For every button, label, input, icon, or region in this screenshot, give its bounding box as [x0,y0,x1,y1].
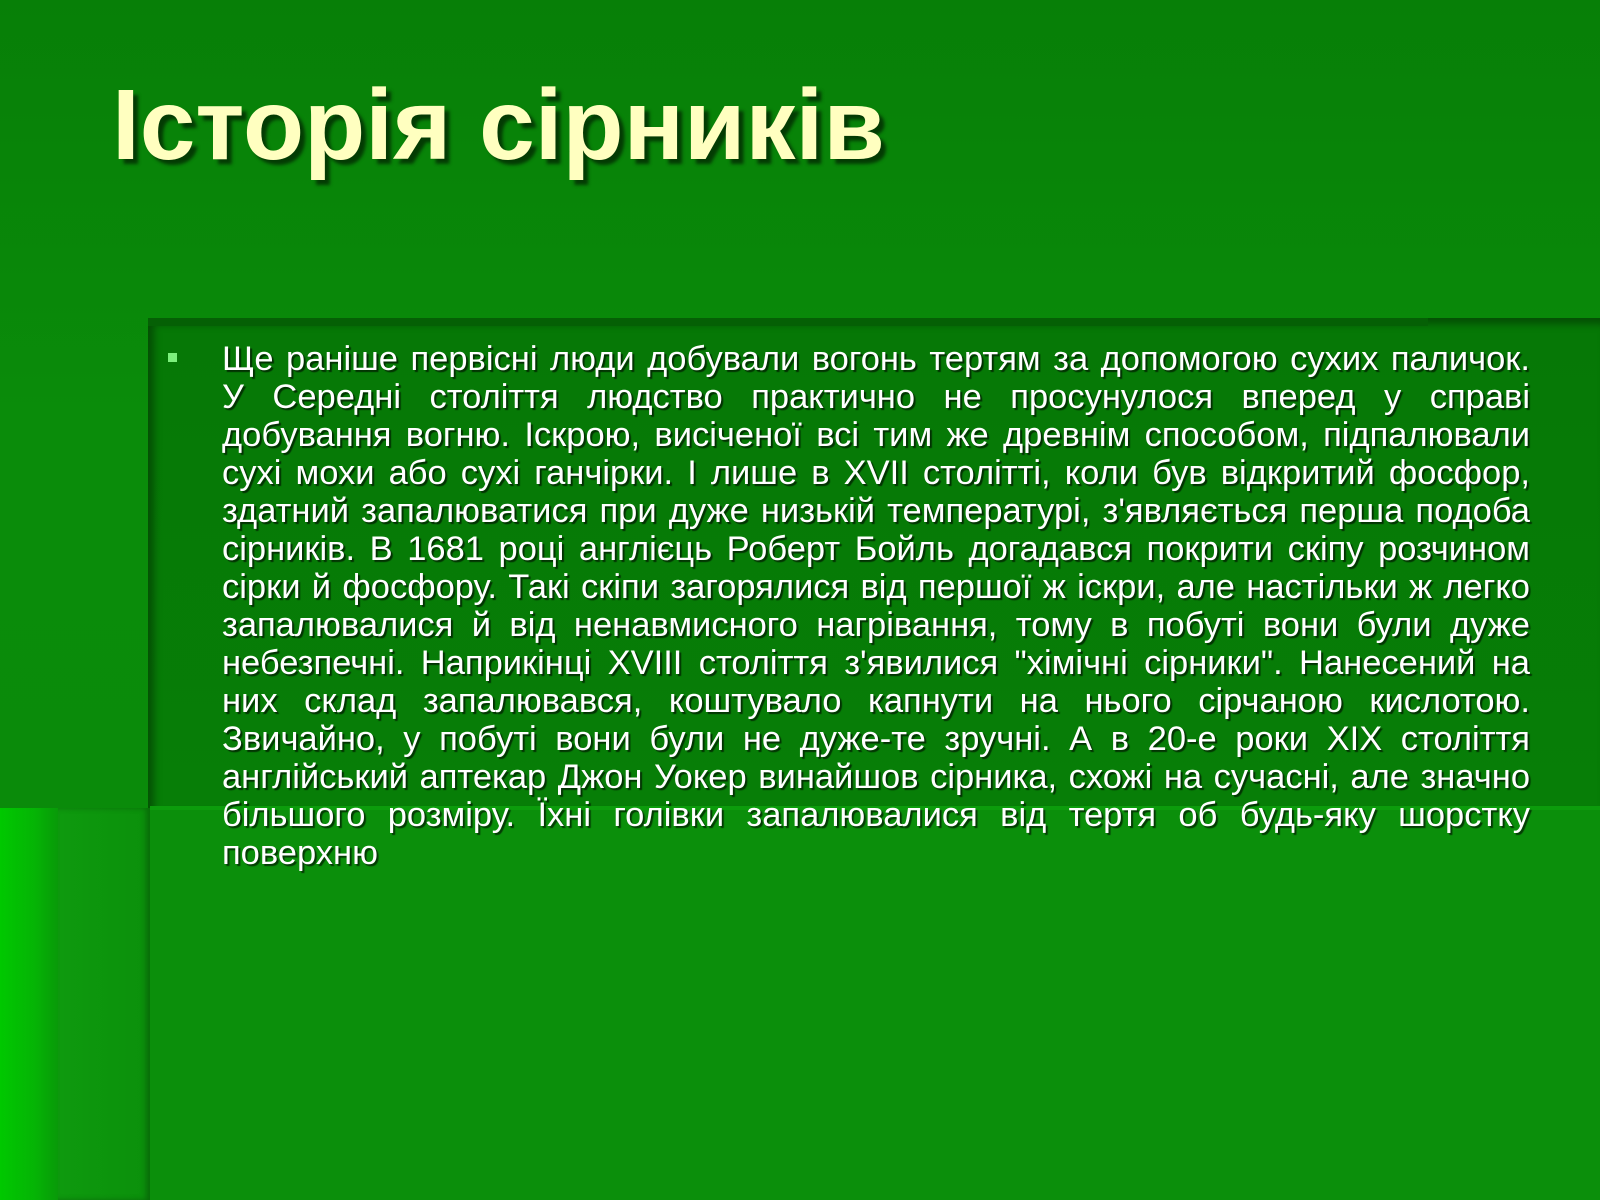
bullet-item [160,340,1530,872]
square-bullet-icon [168,353,177,362]
background-panel-edge [148,318,1428,326]
slide-content [160,340,1530,872]
bullet-text: Ще раніше первісні люди добували вогонь тертям за допомогою сухих паличок. У Середні століття людство практично не просунулося вперед у справі добування вогню. Іскрою, висіченої всі тим же древнім способом, підпалювали сухі мохи або сухі ганчірки. І лише в XVII столітті, коли був відкритий фосфор, здатний запалюватися при дуже низькій температурі, з'являється перша подоба сірників. В 1681 році англієць Роберт Бойль догадався покрити скіпу розчином сірки й фосфору. Такі скіпи загорялися від першої ж іскри, але настільки ж легко запалювалися й від ненавмисного нагрівання, тому в побуті вони були дуже небезпечні. Наприкінці XVIII століття з'явилися "хімічні сірники". Нанесений на них склад запалювався, коштувало капнути на нього сірчаною кислотою. Звичайно, у побуті вони були не дуже-те зручні. А в 20-е роки XIX століття англійський аптекар Джон Уокер винайшов сірника, схожі на сучасні, але значно більшого розміру. Їхні голівки запалювалися від тертя об будь-яку шорстку поверхню [222,340,1530,872]
background-left-block [58,808,150,1200]
background-left-strip [0,808,58,1200]
slide-title: Історія сірників [112,69,885,181]
